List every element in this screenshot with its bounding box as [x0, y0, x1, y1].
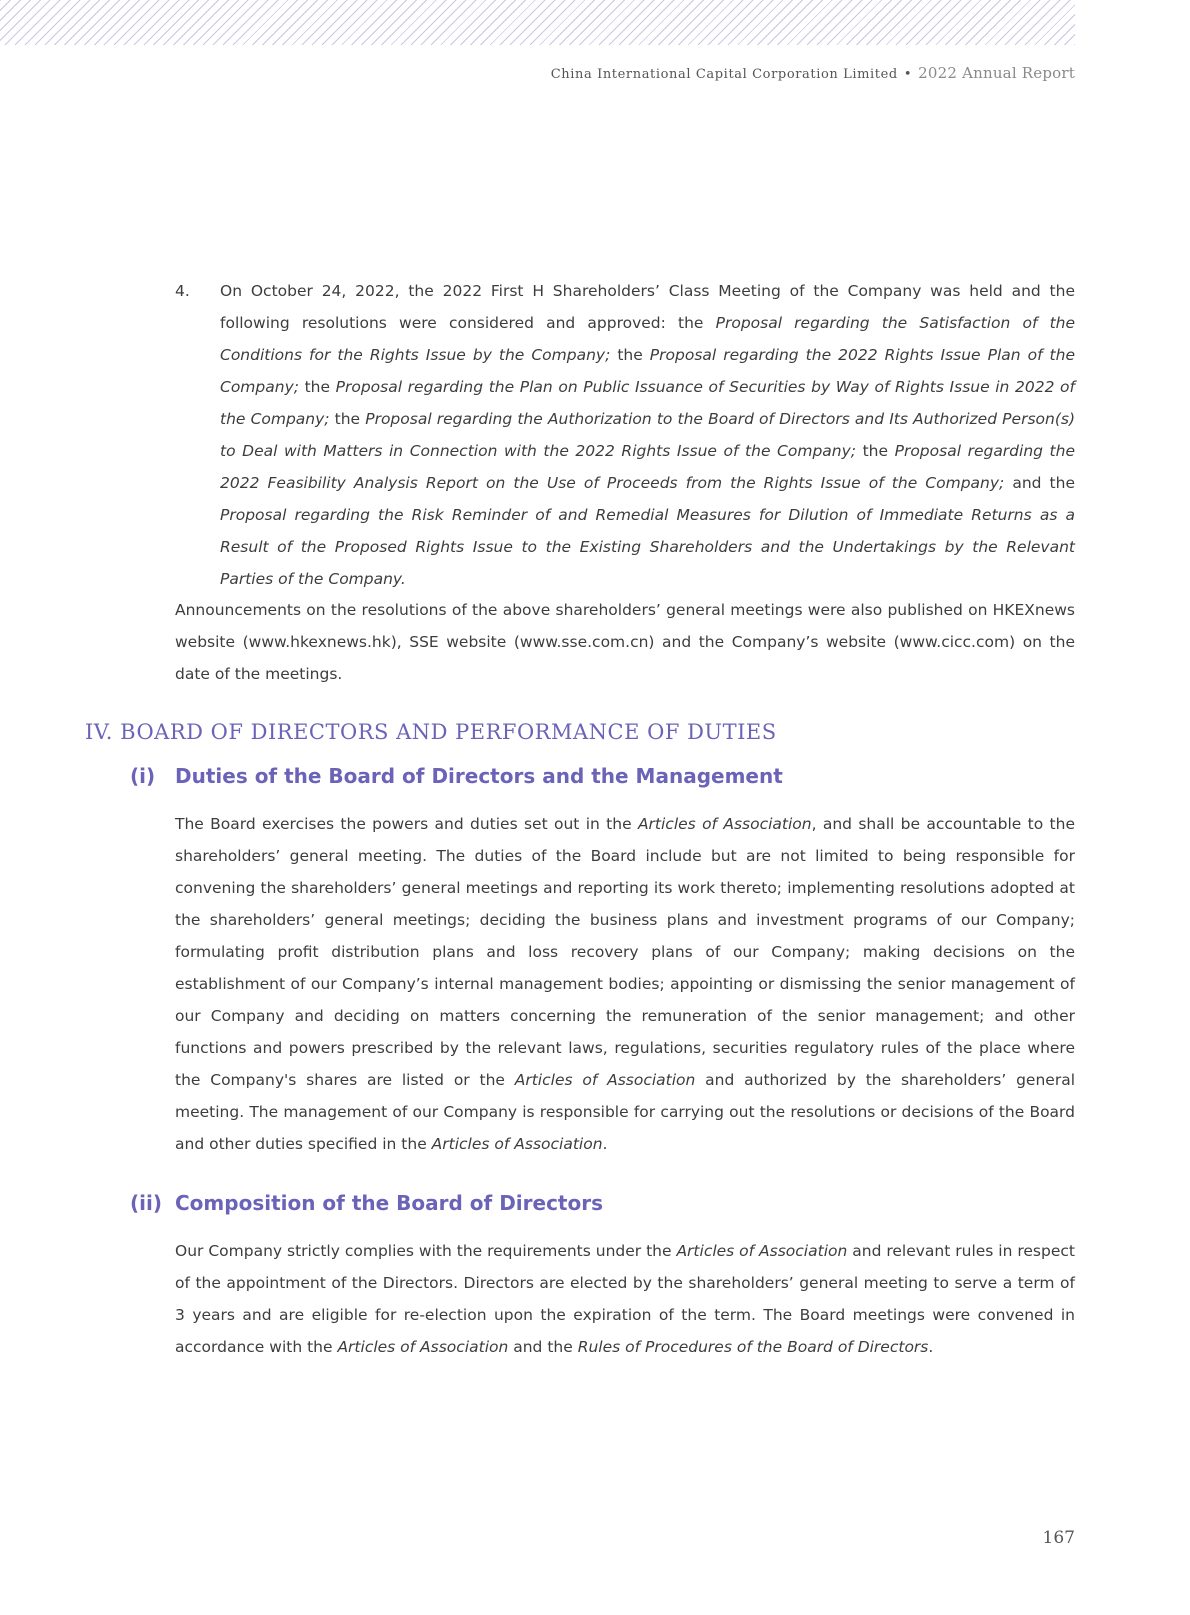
italic-title: Proposal regarding the 2022 Feasibility Analysis Report on the Use of Proceeds from the Rights Issue of the Company;: [220, 442, 1075, 492]
section-heading: IV. BOARD OF DIRECTORS AND PERFORMANCE OF DUTIES: [85, 720, 777, 744]
subsection-label: (ii): [130, 1191, 162, 1215]
header-hatch-band: [0, 0, 1075, 45]
running-header: [551, 64, 1075, 82]
subsection-label: (i): [130, 764, 156, 788]
italic-title: Articles of Association: [637, 815, 812, 833]
italic-title: Rules of Procedures of the Board of Directors: [577, 1338, 929, 1356]
duties-paragraph: The Board exercises the powers and duties set out in the Articles of Association, and shall be accountable to the shareholders’ general meeting. The duties of the Board include but are not limited to being responsible for convening the shareholders’ general meetings and reporting its work thereto; implementing resolutions adopted at the shareholders’ general meetings; deciding the business plans and investment programs of our Company; formulating profit distribution plans and loss recovery plans of our Company; making decisions on the establishment of our Company’s internal management bodies; appointing or dismissing the senior management of our Company and deciding on matters concerning the remuneration of the senior management; and other functions and powers prescribed by the relevant laws, regulations, securities regulatory rules of the place where the Company's shares are listed or the Articles of Association and authorized by the shareholders’ general meeting. The management of our Company is responsible for carrying out the resolutions or decisions of the Board and other duties specified in the Articles of Association.: [175, 815, 1075, 1153]
italic-title: Proposal regarding the Plan on Public Issuance of Securities by Way of Rights Issue in 2022 of the Company;: [220, 378, 1075, 428]
composition-paragraph: Our Company strictly complies with the requirements under the Articles of Association and relevant rules in respect of the appointment of the Directors. Directors are elected by the shareholders’ general meeting to serve a term of 3 years and are eligible for re-election upon the expiration of the term. The Board meetings were convened in accordance with the Articles of Association and the Rules of Procedures of the Board of Directors.: [175, 1242, 1075, 1356]
list-item-text: On October 24, 2022, the 2022 First H Shareholders’ Class Meeting of the Company was held and the following resolutions were considered and approved: the Proposal regarding the Satisfaction of the Conditions for the Rights Issue by the Company; the Proposal regarding the 2022 Rights Issue Plan of the Company; the Proposal regarding the Plan on Public Issuance of Securities by Way of Rights Issue in 2022 of the Company; the Proposal regarding the Authorization to the Board of Directors and Its Authorized Person(s) to Deal with Matters in Connection with the 2022 Rights Issue of the Company; the Proposal regarding the 2022 Feasibility Analysis Report on the Use of Proceeds from the Rights Issue of the Company; and the Proposal regarding the Risk Reminder of and Remedial Measures for Dilution of Immediate Returns as a Result of the Proposed Rights Issue to the Existing Shareholders and the Undertakings by the Relevant Parties of the Company.: [220, 282, 1076, 588]
header-separator: •: [903, 67, 913, 82]
italic-title: Proposal regarding the Satisfaction of the Conditions for the Rights Issue by the Company;: [220, 314, 1076, 364]
page-number: 167: [1042, 1528, 1075, 1548]
list-item-number: 4.: [175, 282, 190, 300]
subsection-heading-duties: [130, 764, 783, 788]
italic-title: Proposal regarding the 2022 Rights Issue Plan of the Company;: [220, 346, 1075, 396]
announcement-paragraph: Announcements on the resolutions of the above shareholders’ general meetings were also published on HKEXnews website (www.hkexnews.hk), SSE website (www.sse.com.cn) and the Company’s website (www.cicc.com) on the date of the meetings.: [175, 601, 1075, 683]
italic-title: Articles of Association: [676, 1242, 848, 1260]
subsection-heading-composition: [130, 1191, 603, 1215]
subsection-title: Duties of the Board of Directors and the Management: [175, 764, 783, 788]
italic-title: Articles of Association: [431, 1135, 603, 1153]
header-company: China International Capital Corporation Limited: [550, 67, 898, 82]
italic-title: Articles of Association: [337, 1338, 509, 1356]
italic-title: Proposal regarding the Authorization to the Board of Directors and Its Authorized Person(s) to Deal with Matters in Connection with the 2022 Rights Issue of the Company;: [220, 410, 1075, 460]
header-report: 2022 Annual Report: [918, 64, 1075, 82]
subsection-title: Composition of the Board of Directors: [175, 1191, 603, 1215]
italic-title: Articles of Association: [514, 1071, 696, 1089]
list-item-4: [175, 275, 1075, 595]
italic-title: Proposal regarding the Risk Reminder of and Remedial Measures for Dilution of Immediate Returns as a Result of the Proposed Rights Issue to the Existing Shareholders and the Undertakings by the Relevant Parties of the Company.: [220, 506, 1075, 588]
